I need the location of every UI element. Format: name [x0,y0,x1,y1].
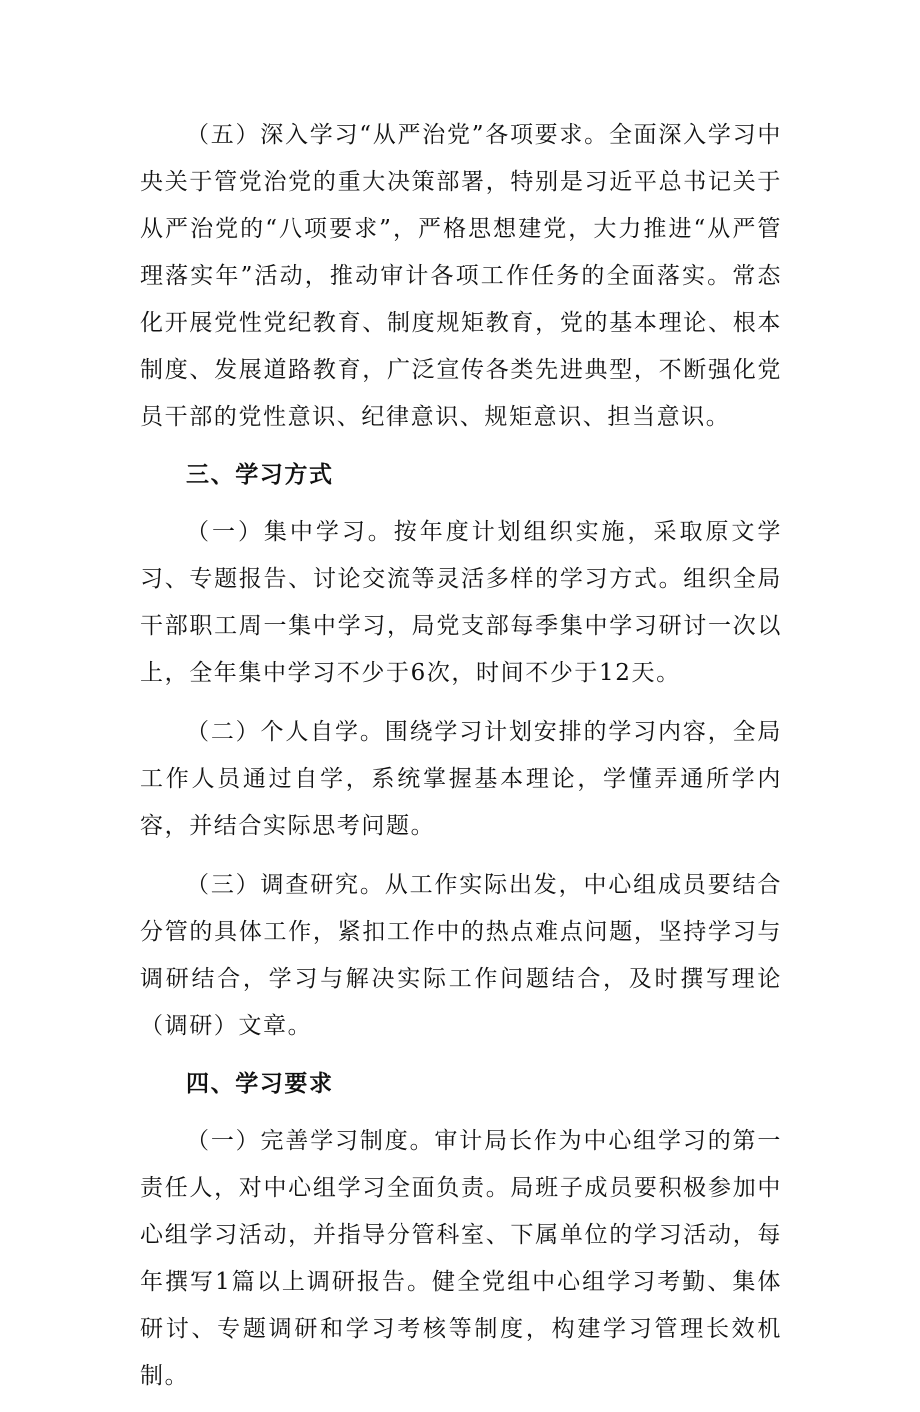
paragraph-self-study: （二）个人自学。围绕学习计划安排的学习内容，全局工作人员通过自学，系统掌握基本理论，学懂弄通所学内容，并结合实际思考问题。 [140,719,782,839]
section-heading-study-requirements: 四、学习要求 [186,1071,334,1097]
paragraph-study-system: （一）完善学习制度。审计局长作为中心组学习的第一责任人，对中心组学习全面负责。局班子成员要积极参加中心组学习活动，并指导分管科室、下属单位的学习活动，每年撰写1篇以上调研报告。健全党组中心组学习考勤、集体研讨、专题调研和学习考核等制度，构建学习管理长效机制。 [140,1128,782,1389]
paragraph-strict-party-governance: （五）深入学习“从严治党”各项要求。全面深入学习中央关于管党治党的重大决策部署，特别是习近平总书记关于从严治党的“八项要求”，严格思想建党，大力推进“从严管理落实年”活动，推动审计各项工作任务的全面落实。常态化开展党性党纪教育、制度规矩教育，党的基本理论、根本制度、发展道路教育，广泛宣传各类先进典型，不断强化党员干部的党性意识、纪律意识、规矩意识、担当意识。 [140,122,782,430]
paragraph-research: （三）调查研究。从工作实际出发，中心组成员要结合分管的具体工作，紧扣工作中的热点难点问题，坚持学习与调研结合，学习与解决实际工作问题结合，及时撰写理论（调研）文章。 [140,872,782,1039]
section-heading-study-methods: 三、学习方式 [186,462,334,488]
document-body [140,112,782,1412]
paragraph-centralized-study: （一）集中学习。按年度计划组织实施，采取原文学习、专题报告、讨论交流等灵活多样的学习方式。组织全局干部职工周一集中学习，局党支部每季集中学习研讨一次以上，全年集中学习不少于6次，时间不少于12天。 [140,519,782,686]
